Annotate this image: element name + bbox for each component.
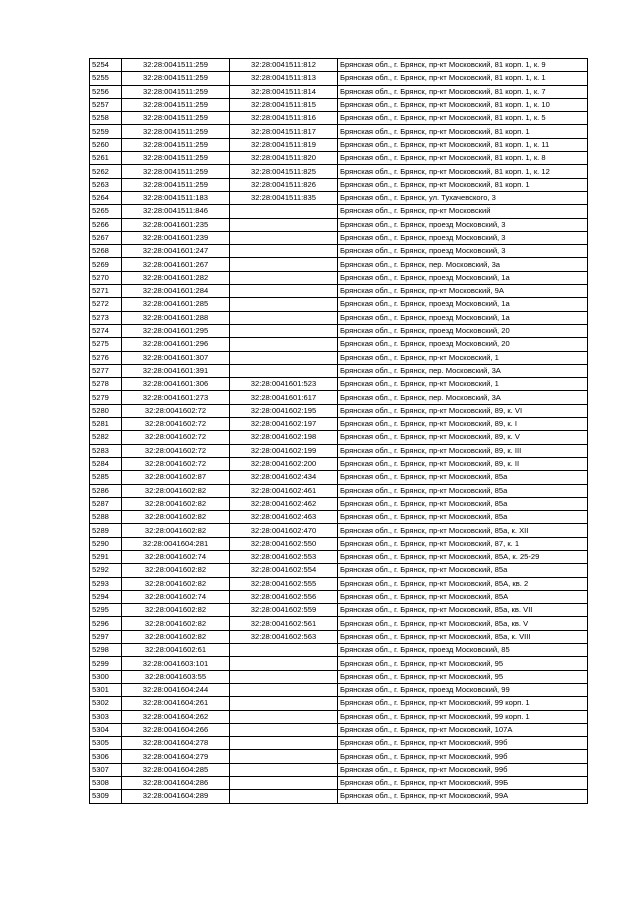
row-number-cell: 5307 xyxy=(90,763,122,776)
table-row xyxy=(90,484,588,497)
row-number-cell: 5256 xyxy=(90,85,122,98)
row-number-cell: 5299 xyxy=(90,657,122,670)
parcel-cadastral-number-cell: 32:28:0041602:82 xyxy=(122,577,230,590)
table-row xyxy=(90,364,588,377)
row-number-cell: 5274 xyxy=(90,324,122,337)
parcel-cadastral-number-cell: 32:28:0041603:55 xyxy=(122,670,230,683)
table-row xyxy=(90,59,588,72)
object-cadastral-number-cell xyxy=(230,231,338,244)
table-row xyxy=(90,457,588,470)
object-cadastral-number-cell: 32:28:0041602:550 xyxy=(230,537,338,550)
parcel-cadastral-number-cell: 32:28:0041602:82 xyxy=(122,630,230,643)
table-row xyxy=(90,524,588,537)
address-cell: Брянская обл., г. Брянск, пр-кт Московский, 85А, кв. 2 xyxy=(338,577,588,590)
address-cell: Брянская обл., г. Брянск, пр-кт Московский, 81 корп. 1 xyxy=(338,178,588,191)
row-number-cell: 5258 xyxy=(90,112,122,125)
parcel-cadastral-number-cell: 32:28:0041601:282 xyxy=(122,271,230,284)
parcel-cadastral-number-cell: 32:28:0041511:259 xyxy=(122,165,230,178)
table-row xyxy=(90,537,588,550)
row-number-cell: 5293 xyxy=(90,577,122,590)
parcel-cadastral-number-cell: 32:28:0041604:285 xyxy=(122,763,230,776)
row-number-cell: 5290 xyxy=(90,537,122,550)
parcel-cadastral-number-cell: 32:28:0041511:259 xyxy=(122,152,230,165)
object-cadastral-number-cell xyxy=(230,790,338,803)
address-cell: Брянская обл., г. Брянск, проезд Московский, 1а xyxy=(338,271,588,284)
object-cadastral-number-cell xyxy=(230,324,338,337)
object-cadastral-number-cell: 32:28:0041511:816 xyxy=(230,112,338,125)
parcel-cadastral-number-cell: 32:28:0041604:262 xyxy=(122,710,230,723)
object-cadastral-number-cell: 32:28:0041601:617 xyxy=(230,391,338,404)
address-cell: Брянская обл., г. Брянск, пр-кт Московский, 89, к. I xyxy=(338,418,588,431)
row-number-cell: 5281 xyxy=(90,418,122,431)
address-cell: Брянская обл., г. Брянск, пр-кт Московский, 99б xyxy=(338,737,588,750)
object-cadastral-number-cell xyxy=(230,670,338,683)
address-cell: Брянская обл., г. Брянск, проезд Московский, 3 xyxy=(338,231,588,244)
parcel-cadastral-number-cell: 32:28:0041602:82 xyxy=(122,617,230,630)
table-row xyxy=(90,404,588,417)
row-number-cell: 5267 xyxy=(90,231,122,244)
table-row xyxy=(90,710,588,723)
table-row xyxy=(90,311,588,324)
parcel-cadastral-number-cell: 32:28:0041511:259 xyxy=(122,125,230,138)
table-row xyxy=(90,550,588,563)
row-number-cell: 5286 xyxy=(90,484,122,497)
row-number-cell: 5306 xyxy=(90,750,122,763)
table-row xyxy=(90,644,588,657)
table-row xyxy=(90,191,588,204)
address-cell: Брянская обл., г. Брянск, пр-кт Московский, 9А xyxy=(338,285,588,298)
row-number-cell: 5268 xyxy=(90,245,122,258)
parcel-cadastral-number-cell: 32:28:0041601:284 xyxy=(122,285,230,298)
parcel-cadastral-number-cell: 32:28:0041601:267 xyxy=(122,258,230,271)
address-cell: Брянская обл., г. Брянск, проезд Московский, 1а xyxy=(338,311,588,324)
address-cell: Брянская обл., г. Брянск, пр-кт Московский, 89, к. II xyxy=(338,457,588,470)
row-number-cell: 5291 xyxy=(90,550,122,563)
parcel-cadastral-number-cell: 32:28:0041602:82 xyxy=(122,524,230,537)
address-cell: Брянская обл., г. Брянск, пр-кт Московский, 85а xyxy=(338,471,588,484)
parcel-cadastral-number-cell: 32:28:0041602:72 xyxy=(122,404,230,417)
address-cell: Брянская обл., г. Брянск, пр-кт Московский, 81 корп. 1, к. 10 xyxy=(338,98,588,111)
table-row xyxy=(90,790,588,803)
object-cadastral-number-cell xyxy=(230,644,338,657)
object-cadastral-number-cell: 32:28:0041511:814 xyxy=(230,85,338,98)
table-row xyxy=(90,85,588,98)
table-row xyxy=(90,271,588,284)
object-cadastral-number-cell xyxy=(230,777,338,790)
address-cell: Брянская обл., г. Брянск, пр-кт Московский, 99б xyxy=(338,763,588,776)
row-number-cell: 5263 xyxy=(90,178,122,191)
object-cadastral-number-cell xyxy=(230,697,338,710)
row-number-cell: 5298 xyxy=(90,644,122,657)
parcel-cadastral-number-cell: 32:28:0041511:846 xyxy=(122,205,230,218)
object-cadastral-number-cell: 32:28:0041602:200 xyxy=(230,457,338,470)
parcel-cadastral-number-cell: 32:28:0041602:87 xyxy=(122,471,230,484)
parcel-cadastral-number-cell: 32:28:0041604:244 xyxy=(122,683,230,696)
table-row xyxy=(90,497,588,510)
row-number-cell: 5302 xyxy=(90,697,122,710)
object-cadastral-number-cell: 32:28:0041602:561 xyxy=(230,617,338,630)
row-number-cell: 5273 xyxy=(90,311,122,324)
table-row xyxy=(90,737,588,750)
object-cadastral-number-cell xyxy=(230,285,338,298)
address-cell: Брянская обл., г. Брянск, проезд Московский, 99 xyxy=(338,683,588,696)
table-row xyxy=(90,617,588,630)
row-number-cell: 5305 xyxy=(90,737,122,750)
address-cell: Брянская обл., г. Брянск, пр-кт Московский, 99 корп. 1 xyxy=(338,710,588,723)
row-number-cell: 5304 xyxy=(90,723,122,736)
object-cadastral-number-cell: 32:28:0041602:198 xyxy=(230,431,338,444)
row-number-cell: 5270 xyxy=(90,271,122,284)
parcel-cadastral-number-cell: 32:28:0041602:72 xyxy=(122,431,230,444)
parcel-cadastral-number-cell: 32:28:0041602:74 xyxy=(122,550,230,563)
address-cell: Брянская обл., г. Брянск, пр-кт Московский, 107А xyxy=(338,723,588,736)
table-row xyxy=(90,165,588,178)
table-row xyxy=(90,324,588,337)
table-row xyxy=(90,697,588,710)
row-number-cell: 5287 xyxy=(90,497,122,510)
table-row xyxy=(90,218,588,231)
row-number-cell: 5277 xyxy=(90,364,122,377)
address-cell: Брянская обл., г. Брянск, пр-кт Московский, 89, к. V xyxy=(338,431,588,444)
object-cadastral-number-cell: 32:28:0041511:815 xyxy=(230,98,338,111)
table-row xyxy=(90,351,588,364)
object-cadastral-number-cell xyxy=(230,750,338,763)
row-number-cell: 5300 xyxy=(90,670,122,683)
table-row xyxy=(90,511,588,524)
parcel-cadastral-number-cell: 32:28:0041602:82 xyxy=(122,511,230,524)
address-cell: Брянская обл., г. Брянск, пр-кт Московский, 81 корп. 1, к. 5 xyxy=(338,112,588,125)
parcel-cadastral-number-cell: 32:28:0041604:281 xyxy=(122,537,230,550)
address-cell: Брянская обл., г. Брянск, пр-кт Московский, 85А xyxy=(338,590,588,603)
cadastral-table xyxy=(89,58,588,804)
table-row xyxy=(90,152,588,165)
row-number-cell: 5262 xyxy=(90,165,122,178)
object-cadastral-number-cell: 32:28:0041602:563 xyxy=(230,630,338,643)
object-cadastral-number-cell: 32:28:0041602:555 xyxy=(230,577,338,590)
address-cell: Брянская обл., г. Брянск, проезд Московский, 1а xyxy=(338,298,588,311)
object-cadastral-number-cell xyxy=(230,683,338,696)
object-cadastral-number-cell: 32:28:0041511:820 xyxy=(230,152,338,165)
address-cell: Брянская обл., г. Брянск, пр-кт Московский, 85а, к. VIII xyxy=(338,630,588,643)
table-row xyxy=(90,285,588,298)
table-row xyxy=(90,72,588,85)
address-cell: Брянская обл., г. Брянск, пер. Московский, 3а xyxy=(338,258,588,271)
row-number-cell: 5276 xyxy=(90,351,122,364)
parcel-cadastral-number-cell: 32:28:0041601:296 xyxy=(122,338,230,351)
table-row xyxy=(90,231,588,244)
address-cell: Брянская обл., г. Брянск, пр-кт Московский, 99А xyxy=(338,790,588,803)
object-cadastral-number-cell: 32:28:0041511:835 xyxy=(230,191,338,204)
address-cell: Брянская обл., г. Брянск, пр-кт Московский xyxy=(338,205,588,218)
address-cell: Брянская обл., г. Брянск, проезд Московский, 3 xyxy=(338,245,588,258)
address-cell: Брянская обл., г. Брянск, пр-кт Московский, 1 xyxy=(338,378,588,391)
table-row xyxy=(90,431,588,444)
table-row xyxy=(90,750,588,763)
parcel-cadastral-number-cell: 32:28:0041603:101 xyxy=(122,657,230,670)
row-number-cell: 5271 xyxy=(90,285,122,298)
address-cell: Брянская обл., г. Брянск, пр-кт Московский, 89, к. III xyxy=(338,444,588,457)
row-number-cell: 5269 xyxy=(90,258,122,271)
object-cadastral-number-cell: 32:28:0041511:819 xyxy=(230,138,338,151)
parcel-cadastral-number-cell: 32:28:0041511:183 xyxy=(122,191,230,204)
row-number-cell: 5255 xyxy=(90,72,122,85)
object-cadastral-number-cell: 32:28:0041602:553 xyxy=(230,550,338,563)
table-row xyxy=(90,205,588,218)
parcel-cadastral-number-cell: 32:28:0041601:295 xyxy=(122,324,230,337)
object-cadastral-number-cell xyxy=(230,351,338,364)
table-row xyxy=(90,777,588,790)
parcel-cadastral-number-cell: 32:28:0041511:259 xyxy=(122,112,230,125)
address-cell: Брянская обл., г. Брянск, проезд Московский, 3 xyxy=(338,218,588,231)
table-row xyxy=(90,670,588,683)
row-number-cell: 5266 xyxy=(90,218,122,231)
object-cadastral-number-cell: 32:28:0041602:434 xyxy=(230,471,338,484)
table-row xyxy=(90,657,588,670)
object-cadastral-number-cell: 32:28:0041602:461 xyxy=(230,484,338,497)
row-number-cell: 5285 xyxy=(90,471,122,484)
row-number-cell: 5279 xyxy=(90,391,122,404)
table-row xyxy=(90,418,588,431)
table-row xyxy=(90,245,588,258)
parcel-cadastral-number-cell: 32:28:0041602:82 xyxy=(122,604,230,617)
address-cell: Брянская обл., г. Брянск, проезд Московский, 20 xyxy=(338,338,588,351)
parcel-cadastral-number-cell: 32:28:0041604:266 xyxy=(122,723,230,736)
object-cadastral-number-cell: 32:28:0041602:554 xyxy=(230,564,338,577)
object-cadastral-number-cell: 32:28:0041602:462 xyxy=(230,497,338,510)
address-cell: Брянская обл., г. Брянск, проезд Московский, 20 xyxy=(338,324,588,337)
object-cadastral-number-cell: 32:28:0041602:463 xyxy=(230,511,338,524)
parcel-cadastral-number-cell: 32:28:0041604:289 xyxy=(122,790,230,803)
address-cell: Брянская обл., г. Брянск, пр-кт Московский, 89, к. VI xyxy=(338,404,588,417)
table-body xyxy=(90,59,588,804)
parcel-cadastral-number-cell: 32:28:0041601:239 xyxy=(122,231,230,244)
row-number-cell: 5292 xyxy=(90,564,122,577)
row-number-cell: 5294 xyxy=(90,590,122,603)
table-row xyxy=(90,378,588,391)
address-cell: Брянская обл., г. Брянск, ул. Тухачевского, 3 xyxy=(338,191,588,204)
parcel-cadastral-number-cell: 32:28:0041602:82 xyxy=(122,497,230,510)
address-cell: Брянская обл., г. Брянск, проезд Московский, 85 xyxy=(338,644,588,657)
parcel-cadastral-number-cell: 32:28:0041511:259 xyxy=(122,85,230,98)
row-number-cell: 5283 xyxy=(90,444,122,457)
parcel-cadastral-number-cell: 32:28:0041601:285 xyxy=(122,298,230,311)
table-row xyxy=(90,391,588,404)
address-cell: Брянская обл., г. Брянск, пр-кт Московский, 81 корп. 1, к. 9 xyxy=(338,59,588,72)
address-cell: Брянская обл., г. Брянск, пр-кт Московский, 85а, к. XII xyxy=(338,524,588,537)
table-row xyxy=(90,444,588,457)
row-number-cell: 5295 xyxy=(90,604,122,617)
row-number-cell: 5289 xyxy=(90,524,122,537)
object-cadastral-number-cell: 32:28:0041602:195 xyxy=(230,404,338,417)
row-number-cell: 5261 xyxy=(90,152,122,165)
address-cell: Брянская обл., г. Брянск, пр-кт Московский, 85а xyxy=(338,511,588,524)
parcel-cadastral-number-cell: 32:28:0041604:279 xyxy=(122,750,230,763)
address-cell: Брянская обл., г. Брянск, пр-кт Московский, 1 xyxy=(338,351,588,364)
address-cell: Брянская обл., г. Брянск, пр-кт Московский, 81 корп. 1, к. 7 xyxy=(338,85,588,98)
table-row xyxy=(90,258,588,271)
object-cadastral-number-cell xyxy=(230,218,338,231)
address-cell: Брянская обл., г. Брянск, пр-кт Московский, 87, к. 1 xyxy=(338,537,588,550)
parcel-cadastral-number-cell: 32:28:0041511:259 xyxy=(122,72,230,85)
table-row xyxy=(90,590,588,603)
row-number-cell: 5264 xyxy=(90,191,122,204)
parcel-cadastral-number-cell: 32:28:0041511:259 xyxy=(122,138,230,151)
table-row xyxy=(90,178,588,191)
object-cadastral-number-cell: 32:28:0041601:523 xyxy=(230,378,338,391)
parcel-cadastral-number-cell: 32:28:0041604:286 xyxy=(122,777,230,790)
row-number-cell: 5260 xyxy=(90,138,122,151)
row-number-cell: 5309 xyxy=(90,790,122,803)
row-number-cell: 5297 xyxy=(90,630,122,643)
row-number-cell: 5284 xyxy=(90,457,122,470)
table-row xyxy=(90,763,588,776)
address-cell: Брянская обл., г. Брянск, пр-кт Московский, 85а, кв. VII xyxy=(338,604,588,617)
parcel-cadastral-number-cell: 32:28:0041604:261 xyxy=(122,697,230,710)
row-number-cell: 5308 xyxy=(90,777,122,790)
address-cell: Брянская обл., г. Брянск, пр-кт Московский, 81 корп. 1, к. 8 xyxy=(338,152,588,165)
object-cadastral-number-cell: 32:28:0041602:197 xyxy=(230,418,338,431)
table-row xyxy=(90,138,588,151)
object-cadastral-number-cell xyxy=(230,271,338,284)
parcel-cadastral-number-cell: 32:28:0041604:278 xyxy=(122,737,230,750)
parcel-cadastral-number-cell: 32:28:0041602:61 xyxy=(122,644,230,657)
parcel-cadastral-number-cell: 32:28:0041602:82 xyxy=(122,564,230,577)
parcel-cadastral-number-cell: 32:28:0041601:247 xyxy=(122,245,230,258)
table-row xyxy=(90,604,588,617)
object-cadastral-number-cell xyxy=(230,258,338,271)
table-row xyxy=(90,112,588,125)
address-cell: Брянская обл., г. Брянск, пр-кт Московский, 99Б xyxy=(338,777,588,790)
row-number-cell: 5257 xyxy=(90,98,122,111)
object-cadastral-number-cell xyxy=(230,298,338,311)
address-cell: Брянская обл., г. Брянск, пр-кт Московский, 85а xyxy=(338,564,588,577)
object-cadastral-number-cell: 32:28:0041511:825 xyxy=(230,165,338,178)
row-number-cell: 5272 xyxy=(90,298,122,311)
parcel-cadastral-number-cell: 32:28:0041511:259 xyxy=(122,59,230,72)
address-cell: Брянская обл., г. Брянск, пр-кт Московский, 85а xyxy=(338,484,588,497)
address-cell: Брянская обл., г. Брянск, пр-кт Московский, 85а, кв. V xyxy=(338,617,588,630)
object-cadastral-number-cell xyxy=(230,710,338,723)
object-cadastral-number-cell: 32:28:0041511:826 xyxy=(230,178,338,191)
row-number-cell: 5278 xyxy=(90,378,122,391)
table-row xyxy=(90,577,588,590)
row-number-cell: 5282 xyxy=(90,431,122,444)
address-cell: Брянская обл., г. Брянск, пр-кт Московский, 99 корп. 1 xyxy=(338,697,588,710)
object-cadastral-number-cell: 32:28:0041602:559 xyxy=(230,604,338,617)
object-cadastral-number-cell xyxy=(230,245,338,258)
address-cell: Брянская обл., г. Брянск, пр-кт Московский, 81 корп. 1, к. 12 xyxy=(338,165,588,178)
table-row xyxy=(90,683,588,696)
parcel-cadastral-number-cell: 32:28:0041601:307 xyxy=(122,351,230,364)
object-cadastral-number-cell xyxy=(230,311,338,324)
row-number-cell: 5254 xyxy=(90,59,122,72)
parcel-cadastral-number-cell: 32:28:0041602:72 xyxy=(122,457,230,470)
address-cell: Брянская обл., г. Брянск, пр-кт Московский, 95 xyxy=(338,670,588,683)
parcel-cadastral-number-cell: 32:28:0041602:82 xyxy=(122,484,230,497)
address-cell: Брянская обл., г. Брянск, пер. Московский, 3А xyxy=(338,391,588,404)
object-cadastral-number-cell xyxy=(230,763,338,776)
table-row xyxy=(90,564,588,577)
table-row xyxy=(90,471,588,484)
table-row xyxy=(90,98,588,111)
parcel-cadastral-number-cell: 32:28:0041602:72 xyxy=(122,418,230,431)
object-cadastral-number-cell: 32:28:0041602:470 xyxy=(230,524,338,537)
address-cell: Брянская обл., г. Брянск, пр-кт Московский, 81 корп. 1 xyxy=(338,125,588,138)
address-cell: Брянская обл., г. Брянск, пр-кт Московский, 81 корп. 1, к. 11 xyxy=(338,138,588,151)
object-cadastral-number-cell xyxy=(230,205,338,218)
address-cell: Брянская обл., г. Брянск, пр-кт Московский, 99б xyxy=(338,750,588,763)
parcel-cadastral-number-cell: 32:28:0041601:235 xyxy=(122,218,230,231)
table-row xyxy=(90,298,588,311)
object-cadastral-number-cell: 32:28:0041602:199 xyxy=(230,444,338,457)
address-cell: Брянская обл., г. Брянск, пр-кт Московский, 95 xyxy=(338,657,588,670)
row-number-cell: 5296 xyxy=(90,617,122,630)
object-cadastral-number-cell xyxy=(230,657,338,670)
object-cadastral-number-cell xyxy=(230,338,338,351)
parcel-cadastral-number-cell: 32:28:0041601:288 xyxy=(122,311,230,324)
object-cadastral-number-cell: 32:28:0041511:813 xyxy=(230,72,338,85)
row-number-cell: 5259 xyxy=(90,125,122,138)
table-row xyxy=(90,125,588,138)
parcel-cadastral-number-cell: 32:28:0041601:306 xyxy=(122,378,230,391)
parcel-cadastral-number-cell: 32:28:0041602:74 xyxy=(122,590,230,603)
table-row xyxy=(90,723,588,736)
row-number-cell: 5303 xyxy=(90,710,122,723)
parcel-cadastral-number-cell: 32:28:0041601:273 xyxy=(122,391,230,404)
parcel-cadastral-number-cell: 32:28:0041511:259 xyxy=(122,98,230,111)
address-cell: Брянская обл., г. Брянск, пр-кт Московский, 85а xyxy=(338,497,588,510)
object-cadastral-number-cell xyxy=(230,723,338,736)
row-number-cell: 5280 xyxy=(90,404,122,417)
object-cadastral-number-cell: 32:28:0041511:817 xyxy=(230,125,338,138)
object-cadastral-number-cell: 32:28:0041511:812 xyxy=(230,59,338,72)
parcel-cadastral-number-cell: 32:28:0041511:259 xyxy=(122,178,230,191)
parcel-cadastral-number-cell: 32:28:0041601:391 xyxy=(122,364,230,377)
address-cell: Брянская обл., г. Брянск, пр-кт Московский, 85А, к. 25-29 xyxy=(338,550,588,563)
row-number-cell: 5265 xyxy=(90,205,122,218)
object-cadastral-number-cell xyxy=(230,364,338,377)
row-number-cell: 5288 xyxy=(90,511,122,524)
address-cell: Брянская обл., г. Брянск, пер. Московский, 3А xyxy=(338,364,588,377)
address-cell: Брянская обл., г. Брянск, пр-кт Московский, 81 корп. 1, к. 1 xyxy=(338,72,588,85)
table-row xyxy=(90,338,588,351)
row-number-cell: 5301 xyxy=(90,683,122,696)
table-row xyxy=(90,630,588,643)
row-number-cell: 5275 xyxy=(90,338,122,351)
object-cadastral-number-cell xyxy=(230,737,338,750)
parcel-cadastral-number-cell: 32:28:0041602:72 xyxy=(122,444,230,457)
object-cadastral-number-cell: 32:28:0041602:556 xyxy=(230,590,338,603)
